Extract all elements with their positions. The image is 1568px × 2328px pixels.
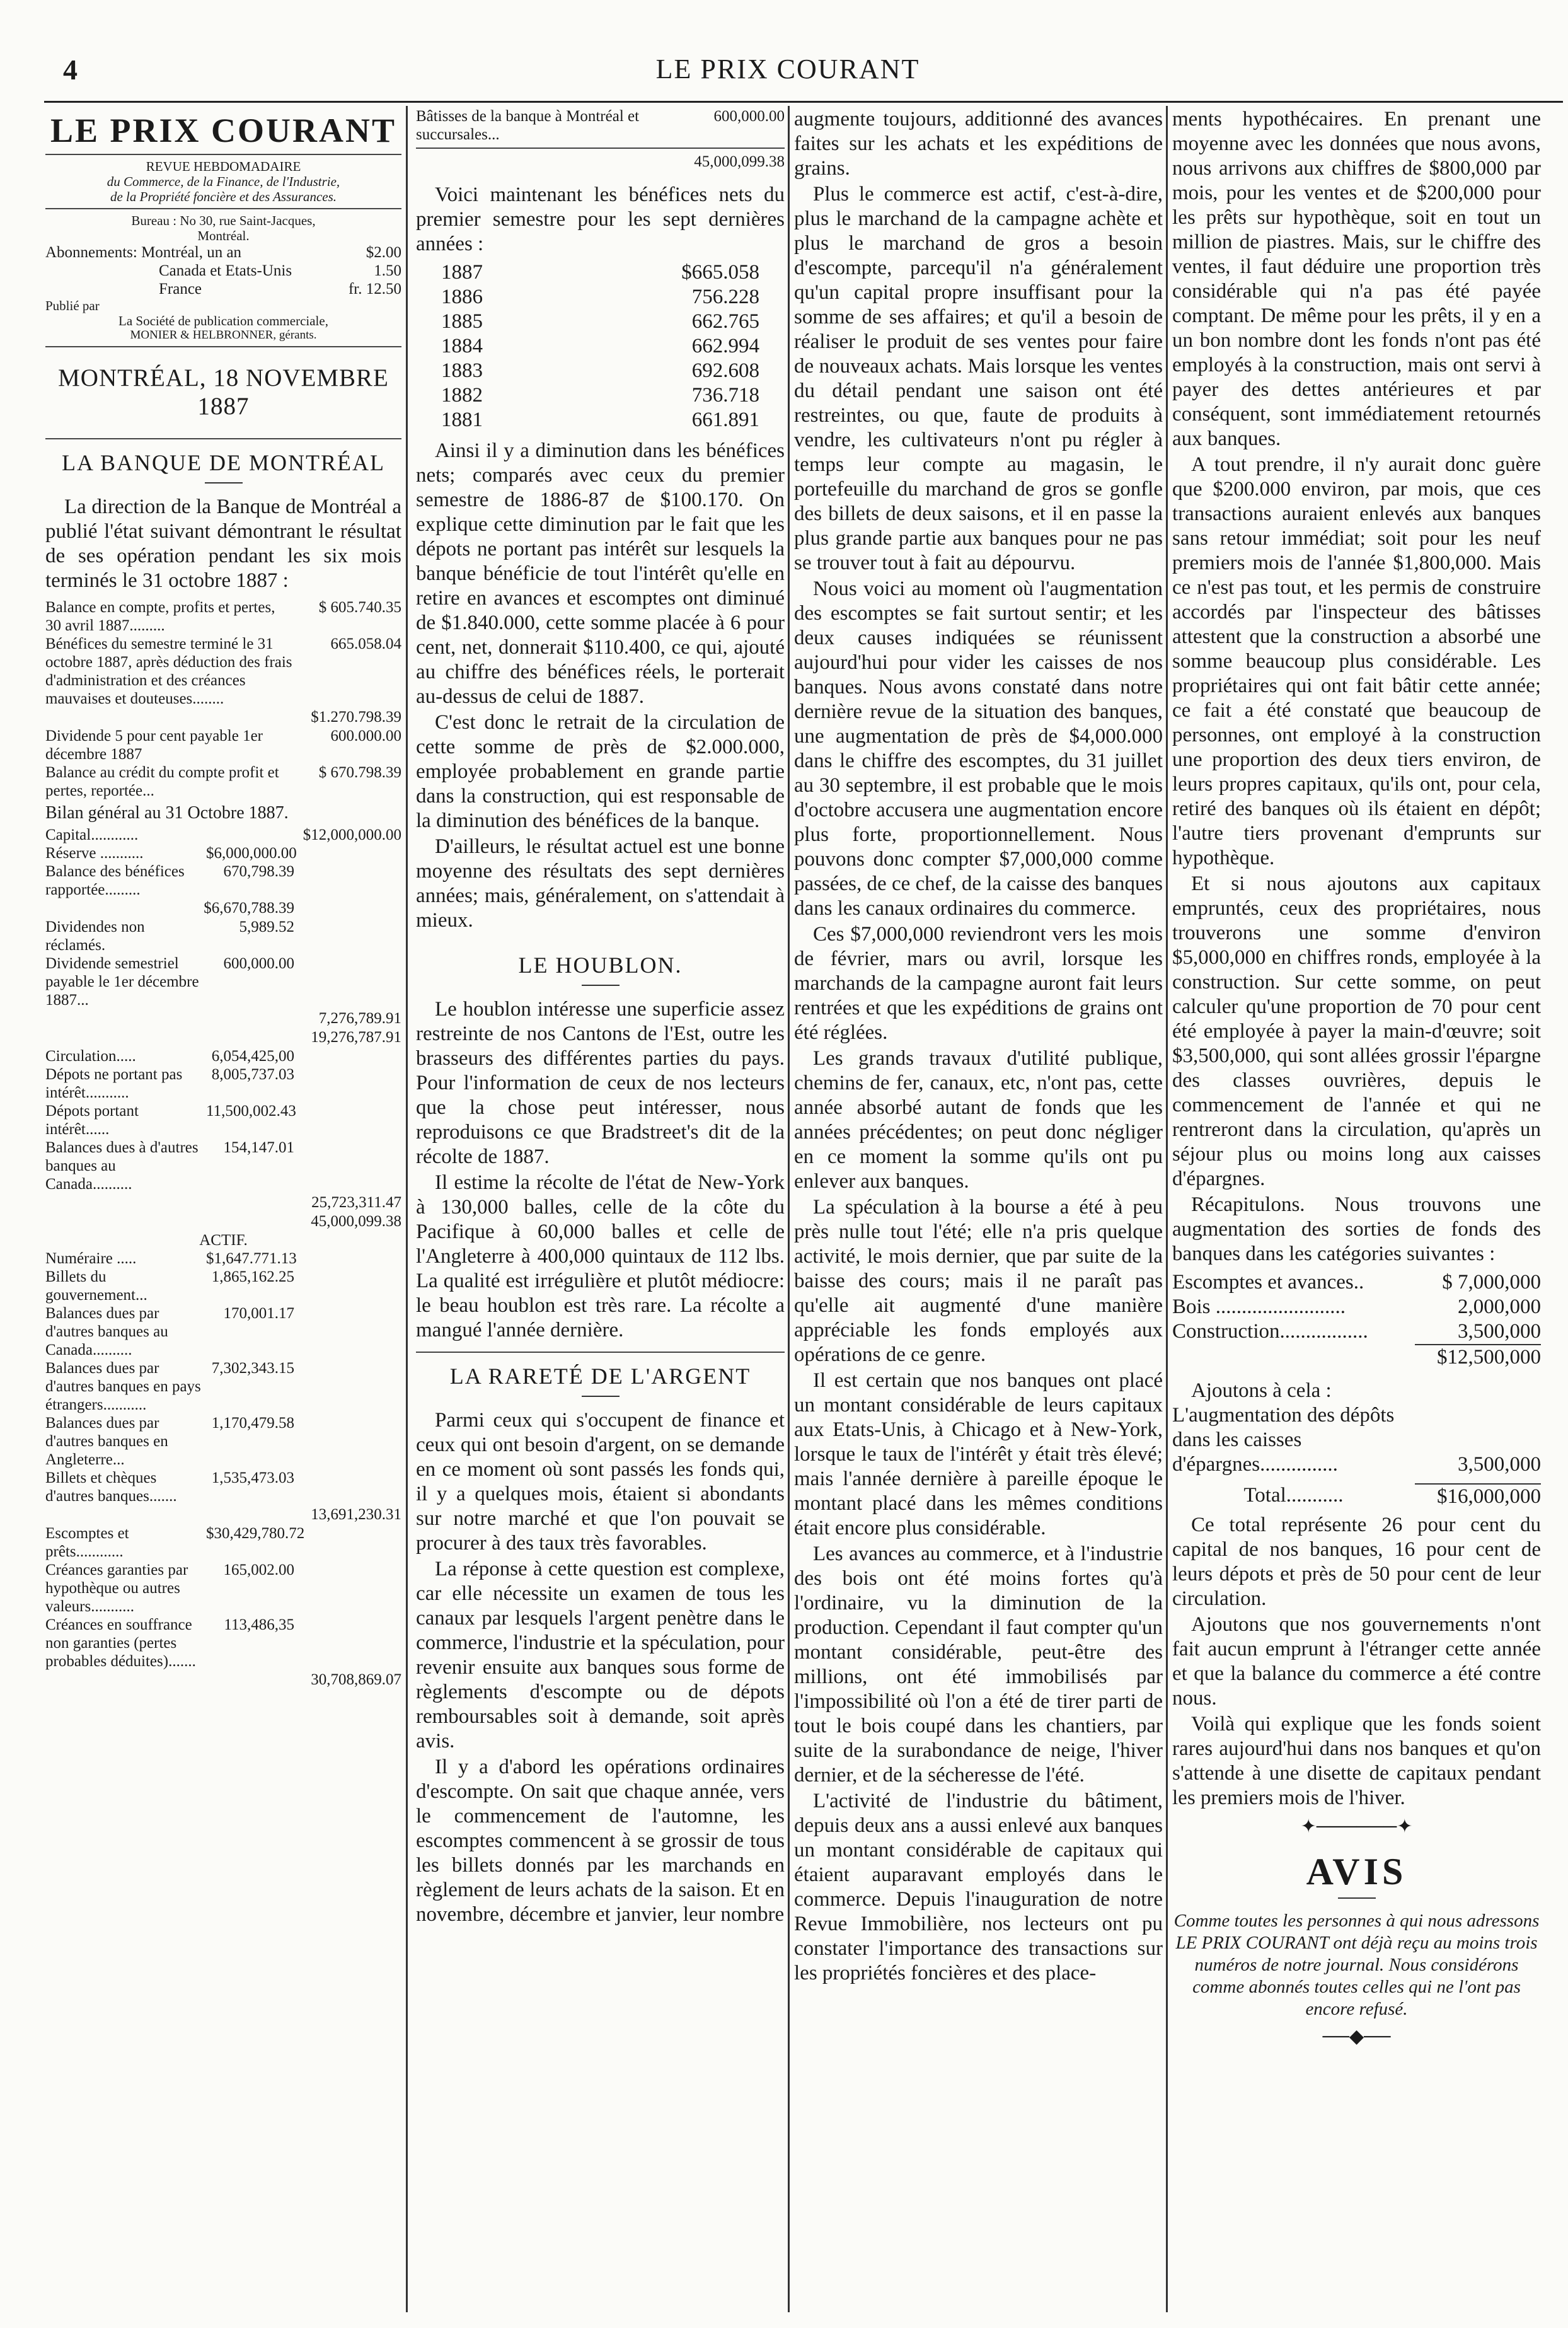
statement-row: Circulation..... 6,054,425,00	[45, 1048, 294, 1065]
statement-row: Réserve ........... $6,000,000.00	[45, 845, 297, 862]
statement-row: Balances dues par d'autres banques en Angleterre... 1,170,479.58	[45, 1415, 294, 1468]
article-paragraph: Ce total représente 26 pour cent du capital de nos banques, 16 pour cent de leurs dépots et près de 50 pour cent de leur circulation.	[1172, 1514, 1541, 1610]
statement-row: Balance au crédit du compte profit et pertes, reportée... $ 670.798.39	[45, 764, 401, 799]
ornament-divider: ✦──────✦	[1300, 1816, 1413, 1837]
recap-table	[1172, 1270, 1541, 1509]
column-2	[416, 107, 785, 2314]
statement-subtotal: 13,691,230.31	[311, 1506, 401, 1523]
column-1	[45, 107, 401, 2314]
column-4	[1172, 107, 1541, 2314]
column-divider	[1166, 106, 1168, 2312]
year-value: 692.608	[691, 359, 759, 382]
year-row	[441, 260, 759, 285]
recap-row: L'augmentation des dépôts dans les caisses d'épargnes............... 3,500,000	[1172, 1404, 1541, 1476]
year-label: 1883	[441, 359, 483, 382]
year-value: 662.765	[691, 310, 759, 333]
divider	[45, 154, 401, 155]
managers: MONIER & HELBRONNER, gérants.	[130, 328, 317, 342]
statement-subtotal: 45,000,099.38	[311, 1213, 401, 1230]
statement-row: Billets du gouvernement... 1,865,162.25	[45, 1268, 294, 1304]
statement-subtotal: 19,276,787.91	[311, 1029, 401, 1046]
statement-row: Dividende 5 pour cent payable 1er décembre 1887 600.000.00	[45, 727, 401, 763]
article-heading: LA RARETÉ DE L'ARGENT	[449, 1364, 751, 1389]
subscription-row: Abonnements: Montréal, un an $2.00	[45, 244, 401, 261]
issue-date: MONTRÉAL, 18 NOVEMBRE 1887	[58, 364, 389, 420]
statement-row: Bénéfices du semestre terminé le 31 octobre 1887, après déduction des frais d'administration et des créances mauvaises et douteuses........ 665.058.04	[45, 635, 401, 707]
statement-row: Bâtisses de la banque à Montréal et succursales... 600,000.00	[416, 108, 785, 143]
article-paragraph: Voilà qui explique que les fonds soient rares aujourd'hui dans nos banques et qu'on s'attende à une disette de capitaux pendant les premiers mois de l'hiver.	[1172, 1713, 1541, 1809]
year-value: 662.994	[691, 335, 759, 357]
statement-row: Créances garanties par hypothèque ou autres valeurs........... 165,002.00	[45, 1561, 294, 1615]
statement-row: Créances en souffrance non garanties (pertes probables déduites)....... 113,486,35	[45, 1616, 294, 1670]
statement-row: Balance des bénéfices rapportée......... 670,798.39	[45, 863, 294, 898]
article-paragraph: Ces $7,000,000 reviendront vers les mois de février, mars ou avril, lorsque les marchands de la campagne auront fait leurs rentrées et que les expéditions de grains ont été réglées.	[794, 923, 1163, 1044]
masthead-title: LE PRIX COURANT	[50, 112, 397, 149]
statement-row: Balances dues par d'autres banques en pays étrangers........... 7,302,343.15	[45, 1360, 294, 1413]
article-paragraph: Ainsi il y a diminution dans les bénéfices nets; comparés avec ceux du premier semestre de 1886-87 de $100.170. On explique cette diminution par le fait que les dépots ne portant pas intérêt sur lesquels la banque bénéficie de tout l'intérêt qu'elle en retire en avances et escomptes ont diminué de $1.840.000, cette somme placée à 6 pour cent, net, donnerait $110.400, ce qui, ajouté au chiffre des bénéfices réels, le porterait au-dessus de celui de 1887.	[416, 439, 785, 708]
statement-row: Balance en compte, profits et pertes, 30 avril 1887......... $ 605.740.35	[45, 599, 401, 634]
year-label: 1885	[441, 310, 483, 333]
article-heading: LE HOUBLON.	[518, 953, 683, 978]
article-paragraph: La spéculation à la bourse a été à peu près nulle tout l'été; elle n'a pris quelque activité, le mois dernier, que par suite de la baisse des cours; mais il ne paraît pas qu'elle ait augmenté d'une manière appréciable les fonds employés aux opérations de ce genre.	[794, 1196, 1163, 1366]
article-paragraph: C'est donc le retrait de la circulation de cette somme de près de $2.000.000, employée probablement en grande partie dans la construction, qui est responsable de la diminution des bénéfices de la banque.	[416, 711, 785, 832]
masthead-tagline: du Commerce, de la Finance, de l'Industrie,	[107, 174, 340, 189]
statement-row: Numéraire ..... $1,647.771.13	[45, 1250, 297, 1267]
bureau-address: Bureau : No 30, rue Saint-Jacques,	[131, 213, 316, 228]
statement-subtotal: $1.270.798.39	[311, 709, 401, 726]
year-label: 1881	[441, 408, 483, 431]
year-value: 661.891	[691, 408, 759, 431]
masthead-tagline: de la Propriété foncière et des Assurances.	[110, 189, 337, 204]
article-paragraph: La direction de la Banque de Montréal a publié l'état suivant démontrant le résultat de ses opération pendant les six mois terminés le 31 octobre 1887 :	[45, 495, 401, 592]
year-row	[441, 285, 759, 310]
subscription-row: Canada et Etats-Unis 1.50	[159, 262, 401, 279]
recap-subtotal: $12,500,000	[1172, 1344, 1541, 1370]
bilan-heading: Bilan général au 31 Octobre 1887.	[45, 803, 289, 823]
subscription-row: France fr. 12.50	[159, 281, 401, 298]
article-paragraph: Il y a d'abord les opérations ordinaires d'escompte. On sait que chaque année, vers le commencement de l'automne, les escomptes commencent à se grossir de tous les billets donnés par les marchands en règlement de leurs achats de la saison. Et en novembre, décembre et janvier, leur nombre	[416, 1756, 785, 1926]
article-paragraph: Nous voici au moment où l'augmentation des escomptes se fait surtout sentir; et les deux causes indiquées se réunissent aujourd'hui pour vider les caisses de nos banques. Nous avons constaté dans notre dernière revue de la situation des banques, une augmentation de près de $4,000.000 dans le chiffre des escomptes, du 31 juillet au 30 septembre, il est probable que le mois d'octobre accusera une augmentation encore plus forte, proportionnellement. Nous pouvons donc compter $7,000,000 comme passées, de ce chef, de la caisse des banques dans les canaux ordinaires du commerce.	[794, 577, 1163, 920]
article-paragraph: Ajoutons que nos gouvernements n'ont fait aucun emprunt à l'étranger cette année et que la balance du commerce a été contre nous.	[1172, 1613, 1541, 1710]
divider	[205, 482, 243, 484]
article-paragraph: Il estime la récolte de l'état de New-York à 130,000 balles, celle de la côte du Pacifique à 60,000 balles et celle de l'Angleterre à 400,000 quintaux de 112 lbs. La qualité est irrégulière et plutôt médiocre: le beau houblon est très rare. La récolte a mangué l'année dernière.	[416, 1171, 785, 1341]
article-paragraph: augmente toujours, additionné des avances faites sur les achats et les expéditions de grains.	[794, 108, 1163, 180]
recap-row: Bois ......................... 2,000,000	[1172, 1295, 1541, 1318]
column-divider	[788, 106, 790, 2312]
divider	[582, 985, 620, 986]
article-paragraph: Récapitulons. Nous trouvons une augmentation des sorties de fonds des banques dans les catégories suivantes :	[1172, 1193, 1541, 1265]
year-label: 1887	[441, 261, 483, 284]
statement-row: Dividende semestriel payable le 1er décembre 1887... 600,000.00	[45, 955, 294, 1009]
article-paragraph: Les avances au commerce, et à l'industrie des bois ont été moins fortes qu'à l'ordinaire, vu la diminution de la production. Cependant il faut compter qu'un montant considérable, peut-être des millions, ont été immobilisés par l'impossibilité où l'on a été de tirer parti de tout le bois coupé dans les chantiers, par suite de la surabondance de neige, l'hiver dernier, et de la sécheresse de l'été.	[794, 1543, 1163, 1787]
divider	[416, 148, 785, 149]
divider	[416, 1352, 785, 1353]
article-paragraph: Voici maintenant les bénéfices nets du premier semestre pour les sept dernières années :	[416, 183, 785, 255]
page-header	[44, 53, 1531, 91]
article-heading: LA BANQUE DE MONTRÉAL	[62, 450, 385, 475]
running-title: LE PRIX COURANT	[655, 54, 920, 84]
year-label: 1884	[441, 335, 483, 357]
article-paragraph: Parmi ceux qui s'occupent de finance et ceux qui ont besoin d'argent, on se demande en ce moment où sont passés les fonds qui, il y a quelques mois, étaient si abondants sur notre marché et que l'on pouvait se procurer à des taux très favorables.	[416, 1409, 785, 1555]
masthead-subtitle: REVUE HEBDOMADAIRE	[146, 159, 301, 174]
column-3	[794, 107, 1163, 2314]
statement-row: Capital............ $12,000,000.00	[45, 826, 401, 843]
year-row	[441, 334, 759, 359]
financial-statement	[45, 598, 401, 1689]
publisher-label: Publié par	[45, 298, 100, 313]
recap-note: Ajoutons à cela :	[1191, 1379, 1332, 1402]
article-paragraph: Le houblon intéresse une superficie assez restreinte de nos Cantons de l'Est, outre les brasseurs des différentes parties du pays. Pour l'information de ceux de nos lecteurs que la chose peut intéresser, nous reproduisons ce que Bradstreet's dit de la récolte de 1887.	[416, 998, 785, 1168]
article-paragraph: D'ailleurs, le résultat actuel est une bonne moyenne des résultats des sept dernières années; mais, généralement, on s'attendait à mieux.	[416, 835, 785, 932]
page-number: 4	[63, 54, 78, 86]
recap-row: Escomptes et avances.. $ 7,000,000	[1172, 1271, 1541, 1294]
year-label: 1882	[441, 384, 483, 407]
header-rule	[44, 101, 1563, 103]
notice-heading: AVIS	[1306, 1851, 1407, 1892]
divider	[45, 438, 401, 439]
year-row	[441, 383, 759, 408]
statement-total: 45,000,099.38	[694, 153, 785, 170]
year-value: 756.228	[691, 286, 759, 308]
year-label: 1886	[441, 286, 483, 308]
divider	[582, 1396, 620, 1397]
article-paragraph: L'activité de l'industrie du bâtiment, depuis deux ans a aussi enlevé aux banques un montant considérable de capitaux qui étaient auparavant employés dans le commerce. Depuis l'inauguration de notre Revue Immobilière, nos lecteurs ont pu constater l'importance des transactions sur les propriétés foncières et des place-	[794, 1790, 1163, 1984]
yearly-profits-table	[441, 260, 759, 432]
statement-row: Billets et chèques d'autres banques....... 1,535,473.03	[45, 1469, 294, 1505]
article-paragraph: Il est certain que nos banques ont placé un montant considérable de leurs capitaux aux Etats-Unis, à Chicago et à New-York, lorsque le taux de l'intérêt y était très élevé; mais l'année dernière à pareille époque le montant placé dans les mêmes conditions était encore plus considérable.	[794, 1369, 1163, 1539]
year-row	[441, 408, 759, 432]
notice-text: Comme toutes les personnes à qui nous adressons LE PRIX COURANT ont déjà reçu au moins trois numéros de notre journal. Nous considérons comme abonnés toutes celles qui ne l'ont pas encore refusé.	[1173, 1911, 1540, 2019]
statement-row: Balances dues par d'autres banques au Canada.......... 170,001.17	[45, 1305, 294, 1358]
publisher-name: La Société de publication commerciale,	[118, 313, 328, 328]
divider	[45, 346, 401, 347]
statement-subtotal: 30,708,869.07	[311, 1671, 401, 1688]
article-paragraph: Plus le commerce est actif, c'est-à-dire, plus le marchand de la campagne achète et plus le marchand de gros a besoin d'escompte, parcequ'il n'a généralement qu'un capital propre insuffisant pour la somme de ses affaires; et qu'il a besoin de réaliser le produit de ses ventes pour faire de nouveaux achats. Mais lorsque les ventes du détail pendant une saison ont été restreintes, ou que, faute de produits à vendre, les cultivateurs n'ont pu régler à temps leur compte au magasin, le portefeuille du marchand de gros se gonfle des billets de deux saisons, et il en passe la plus grande partie aux banques pour ne pas se trouver tout à fait au dépourvu.	[794, 183, 1163, 574]
year-row	[441, 359, 759, 383]
column-divider	[406, 106, 408, 2312]
statement-row: Balances dues à d'autres banques au Canada.......... 154,147.01	[45, 1139, 294, 1193]
divider	[1338, 1897, 1376, 1899]
article-paragraph: La réponse à cette question est complexe, car elle nécessite un examen de tous les canaux par lesquels l'argent penètre dans le commerce, l'industrie et la spéculation, pour revenir ensuite aux banques sous forme de règlements d'escompte ou de dépots remboursables soit à demande, soit après avis.	[416, 1558, 785, 1752]
statement-row: Escomptes et prêts............ $30,429,780.72	[45, 1525, 305, 1560]
ornament-divider: ──◆──	[1322, 2026, 1391, 2047]
year-row	[441, 310, 759, 334]
statement-row: Dividendes non réclamés. 5,989.52	[45, 918, 294, 954]
recap-row: Construction................. 3,500,000	[1172, 1320, 1541, 1343]
article-paragraph: ments hypothécaires. En prenant une moyenne avec les données que nous avons, nous arrivons aux chiffres de $800,000 par mois, pour les ventes et de $200,000 pour les prêts sur hypothèque, soit en tout un million de piastres. Mais, sur le chiffre des ventes, il faut déduire une proportion très considérable qui n'a pas été payée comptant. De même pour les prêts, il y en a un bon nombre dont les fonds n'ont pas été employés à la construction, mais ont servi à payer des dettes antérieures et par conséquent, sont immédiatement retournés aux banques.	[1172, 108, 1541, 450]
statement-subtotal: $6,670,788.39	[204, 900, 294, 917]
recap-total: Total........... $16,000,000	[1243, 1484, 1541, 1508]
article-paragraph: Les grands travaux d'utilité publique, chemins de fer, canaux, etc, n'ont pas, cette année absorbé autant de fonds que les années précédentes; on peut donc négliger en ce moment la somme qu'ils ont pu enlever aux banques.	[794, 1047, 1163, 1193]
statement-subtotal: 7,276,789.91	[318, 1010, 401, 1027]
article-paragraph: Et si nous ajoutons aux capitaux empruntés, ceux des propriétaires, nous trouverons une somme d'environ $5,000,000 en chiffres ronds, employée à la construction. Sur cette somme, on peut calculer qu'une proportion de 70 pour cent été employée à payer la main-d'œuvre; soit $3,500,000, qui sont allées grossir l'épargne des classes ouvrières, depuis le commencement de l'année et qui ne rentreront dans la circulation, qu'après un séjour plus ou moins long aux caisses d'épargnes.	[1172, 872, 1541, 1190]
statement-row: Dépots ne portant pas intérêt........... 8,005,737.03	[45, 1066, 294, 1101]
bureau-city: Montréal.	[197, 228, 250, 243]
year-value: 736.718	[691, 384, 759, 407]
statement-subtotal: 25,723,311.47	[311, 1194, 401, 1211]
year-value: $665.058	[681, 261, 759, 284]
statement-row: Dépots portant intérêt...... 11,500,002.43	[45, 1103, 296, 1138]
divider	[45, 208, 401, 209]
article-paragraph: A tout prendre, il n'y aurait donc guère que $200.000 environ, par mois, que ces transactions auraient enlevés aux banques sans retour immédiat; soit pour les neuf premiers mois de l'année $1,800,000. Mais ce n'est pas tout, et les permis de construire accordés par l'inspecteur des bâtisses attestent que la construction a absorbé une somme beaucoup plus considérable. Les propriétaires qui ont fait bâtir cette année; ce fait a été constaté que beaucoup de personnes, ont employé à la construction une proportion des deux tiers environ, de leurs propres capitaux, qu'ils ont, pour cela, retiré des banques où ils étaient en dépôt; l'autre tiers provenant d'emprunts sur hypothèque.	[1172, 453, 1541, 869]
actif-heading: ACTIF.	[199, 1232, 248, 1249]
